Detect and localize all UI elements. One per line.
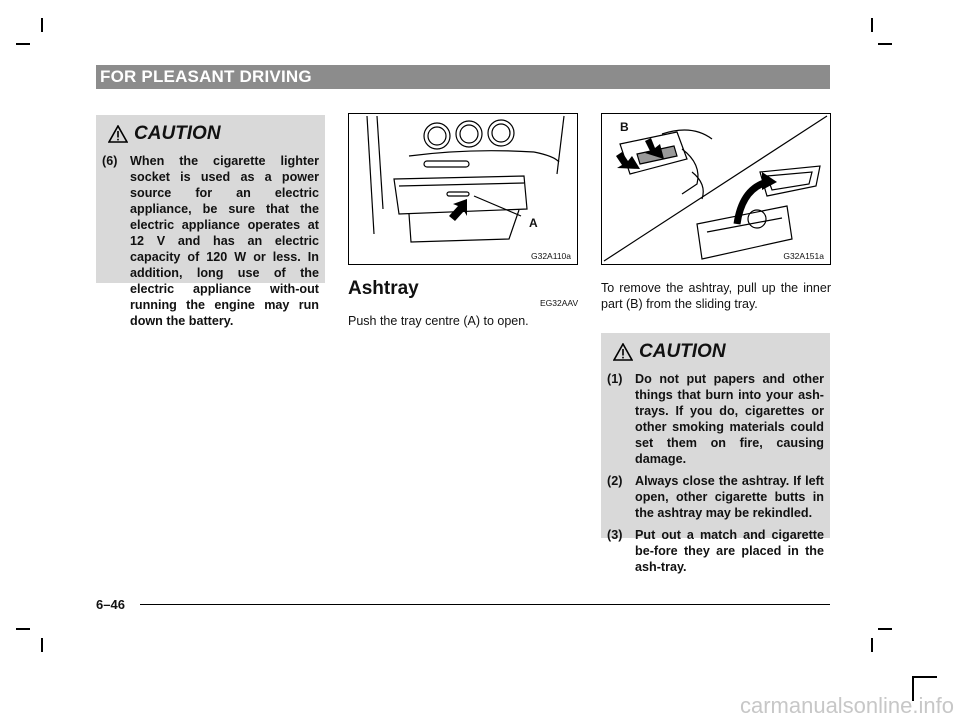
item-number: (1) bbox=[607, 372, 623, 386]
caution-box-right bbox=[601, 333, 830, 574]
crop-mark bbox=[41, 638, 43, 652]
caution-title: CAUTION bbox=[134, 123, 221, 144]
figure-label-b: B bbox=[620, 120, 629, 134]
list-item bbox=[607, 527, 824, 575]
caution-heading bbox=[613, 341, 824, 363]
item-text: Always close the ashtray. If left open, other cigarette butts in the ashtray may be rekindled. bbox=[635, 474, 824, 520]
list-item bbox=[102, 153, 319, 329]
crop-mark bbox=[878, 43, 892, 45]
crop-mark bbox=[871, 638, 873, 652]
list-item bbox=[607, 473, 824, 521]
crop-mark bbox=[16, 43, 30, 45]
section-header: FOR PLEASANT DRIVING bbox=[96, 65, 830, 89]
item-text: When the cigarette lighter socket is used as a power source for an electric appliance, be sure that the electric appliance operates at 12 V and has an electric capacity of 120 W or less. In addition, long use of the electric appliance with-out running the engine may run down the battery. bbox=[130, 154, 319, 328]
figure-code: G32A151a bbox=[783, 251, 824, 261]
list-item bbox=[607, 371, 824, 467]
caution-box-left bbox=[96, 115, 325, 328]
figure-label-a: A bbox=[529, 216, 538, 230]
watermark: carmanualsonline.info bbox=[739, 693, 954, 718]
figure-ashtray-remove bbox=[601, 113, 831, 265]
footer-divider bbox=[140, 604, 830, 605]
dashboard-illustration bbox=[349, 114, 576, 263]
caution-list bbox=[102, 153, 319, 329]
reference-code: EG32AAV bbox=[540, 298, 579, 308]
item-number: (3) bbox=[607, 528, 623, 542]
body-text: Push the tray centre (A) to open. bbox=[348, 314, 529, 328]
crop-mark bbox=[871, 18, 873, 32]
figure-code: G32A110a bbox=[530, 251, 571, 261]
caution-heading bbox=[108, 123, 319, 145]
caution-list bbox=[607, 371, 824, 575]
item-number: (2) bbox=[607, 474, 623, 488]
page-number: 6–46 bbox=[96, 597, 125, 612]
body-text: To remove the ashtray, pull up the inner part (B) from the sliding tray. bbox=[601, 281, 831, 311]
crop-mark bbox=[41, 18, 43, 32]
item-number: (6) bbox=[102, 154, 118, 168]
crop-mark bbox=[878, 628, 892, 630]
warning-icon bbox=[613, 343, 633, 361]
item-text: Do not put papers and other things that burn into your ash-trays. If you do, cigarettes or other smoking materials could set them on fire, causing damage. bbox=[635, 372, 824, 466]
crop-mark bbox=[16, 628, 30, 630]
section-title: Ashtray bbox=[348, 278, 419, 299]
ashtray-removal-illustration bbox=[602, 114, 829, 263]
crop-mark bbox=[912, 676, 937, 678]
item-text: Put out a match and cigarette be-fore they are placed in the ash-tray. bbox=[635, 528, 824, 574]
warning-icon bbox=[108, 125, 128, 143]
caution-title: CAUTION bbox=[639, 341, 726, 362]
figure-ashtray-open bbox=[348, 113, 578, 265]
